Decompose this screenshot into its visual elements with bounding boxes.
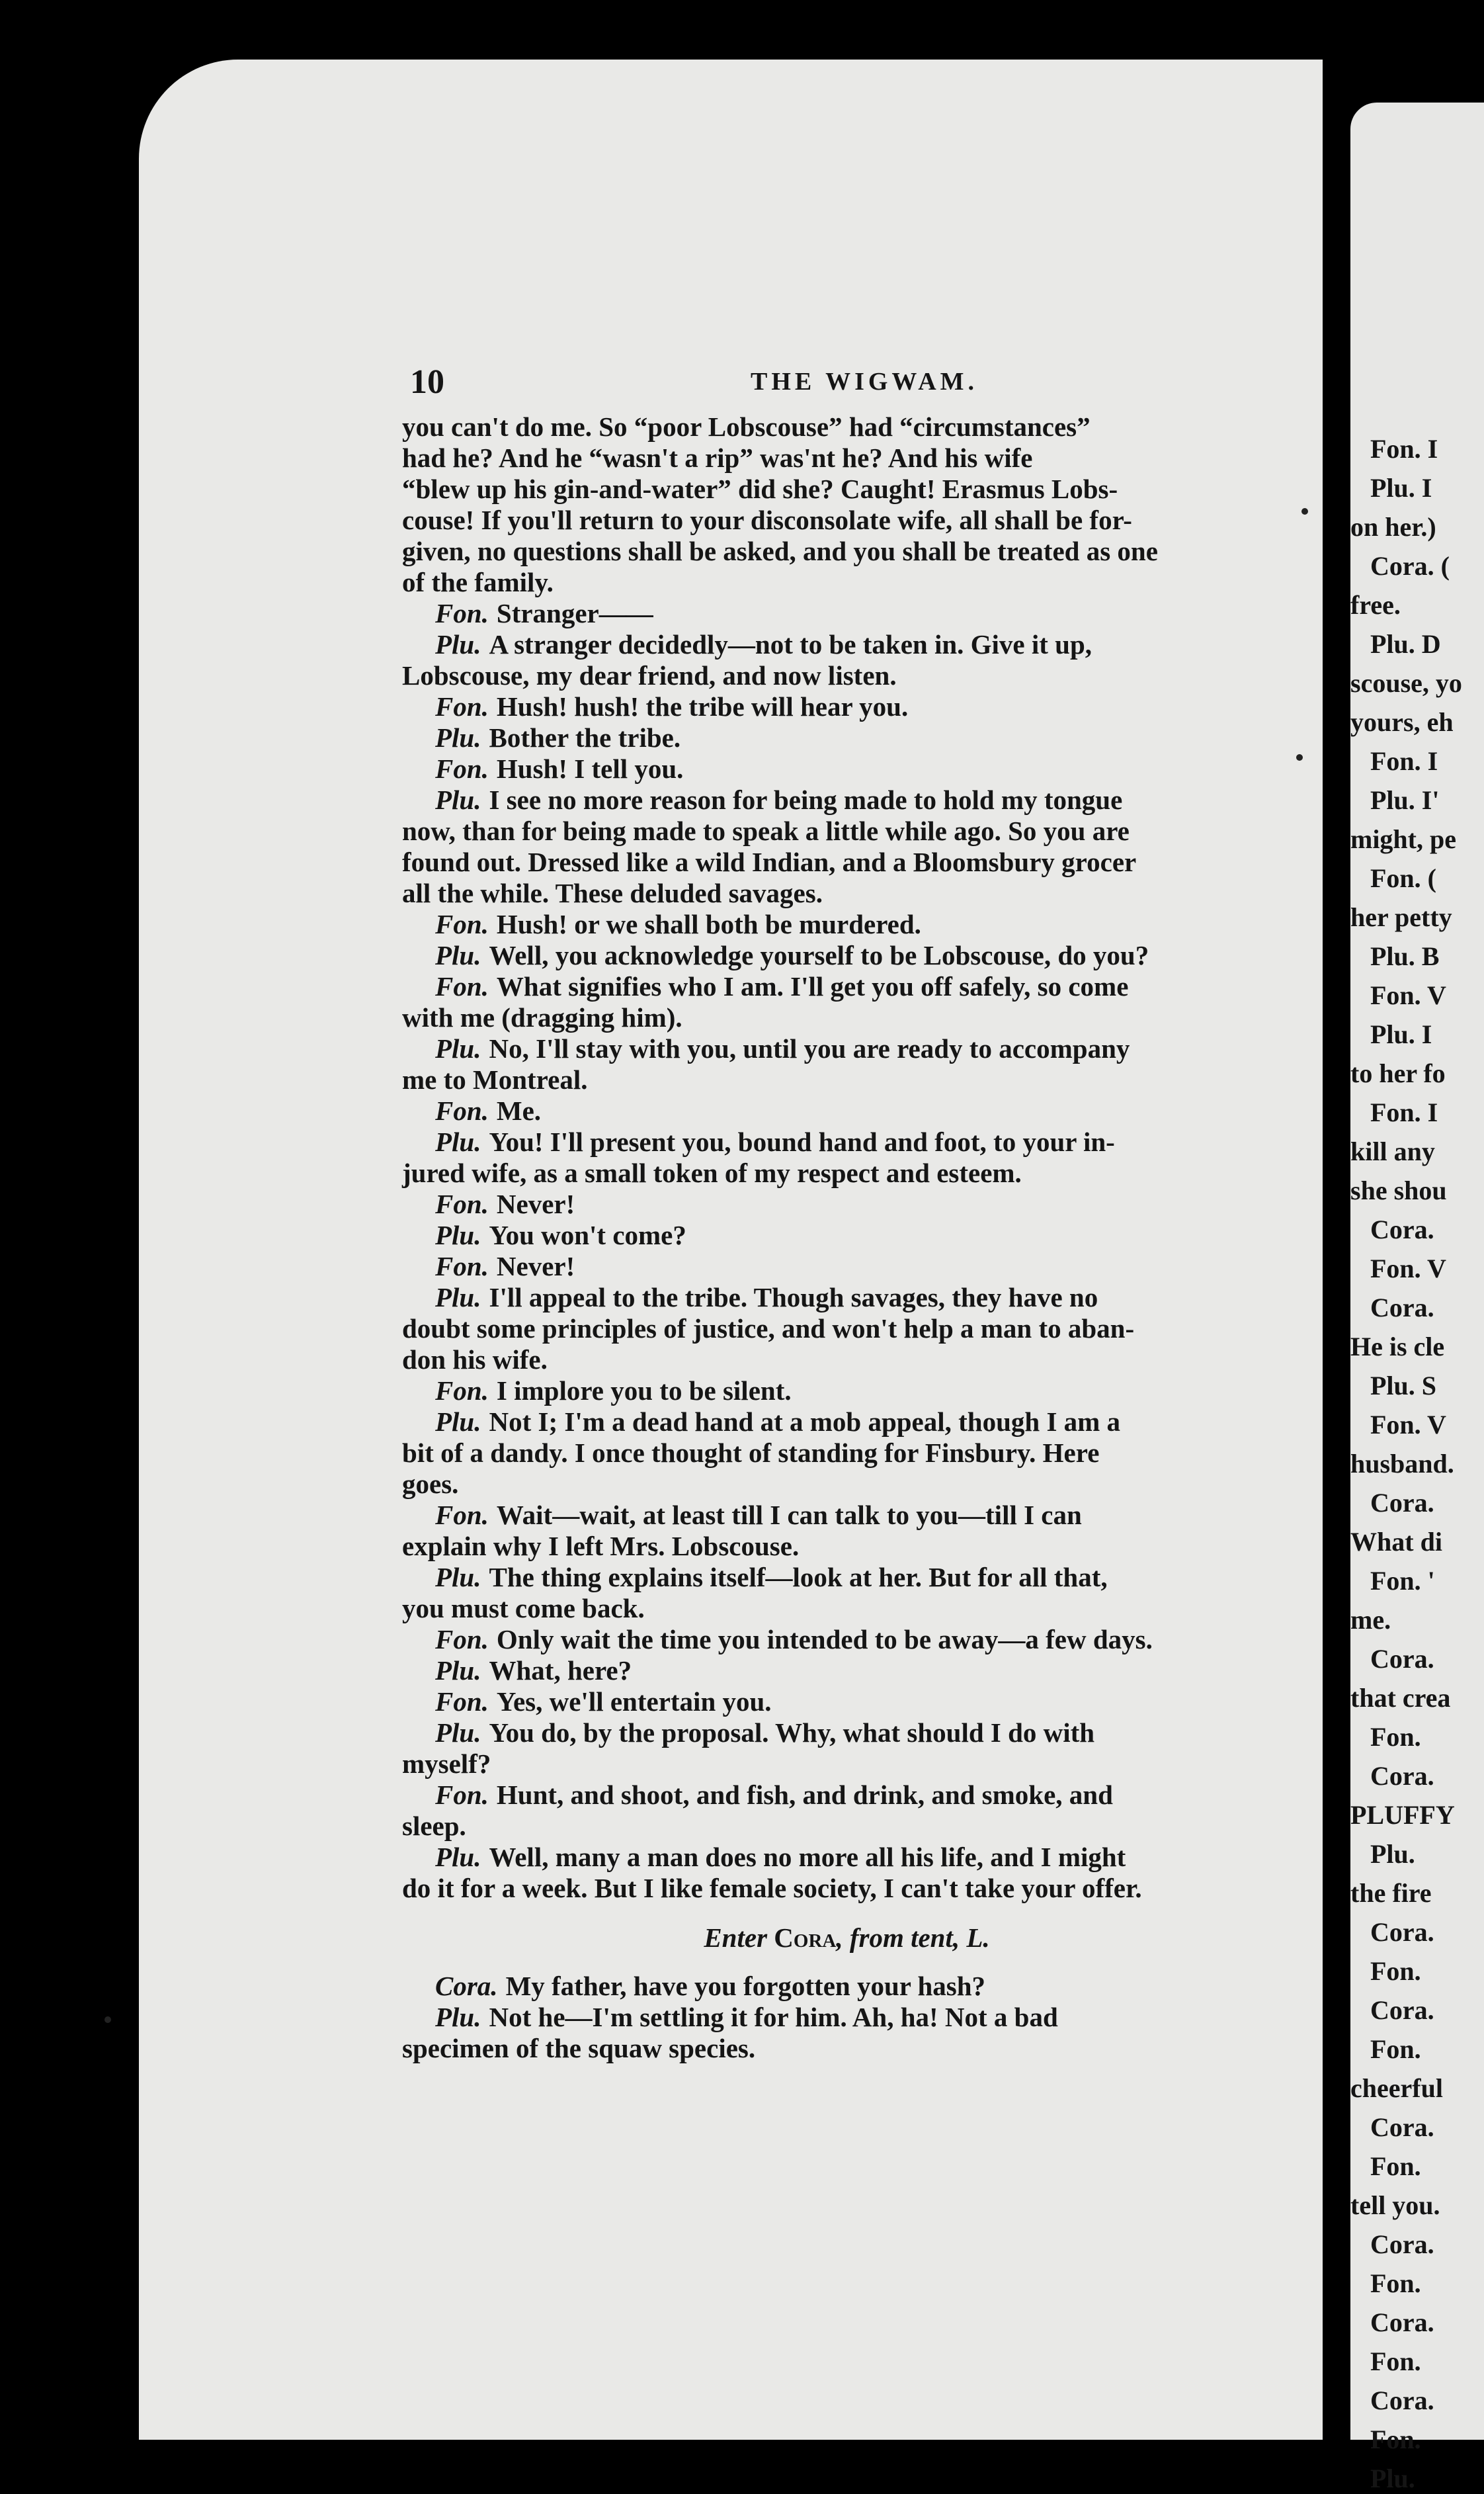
dialogue-line: [402, 598, 1292, 629]
page-number: 10: [410, 363, 444, 401]
speaker-name: Fon.: [435, 753, 489, 784]
speaker-name: Fon.: [435, 1686, 489, 1717]
speaker-name: Fon.: [435, 971, 489, 1002]
adjacent-page-line: yours, eh: [1350, 707, 1454, 737]
adjacent-page-fragment: [1350, 103, 1484, 2493]
adjacent-page-line: Fon. V: [1370, 1254, 1446, 1283]
speech-continuation: now, than for being made to speak a little while ago. So you are: [402, 816, 1130, 846]
adjacent-page-line: that crea: [1350, 1683, 1451, 1713]
speech-text: My father, have you forgotten your hash?: [505, 1971, 986, 2001]
dialogue-line: [402, 1127, 1292, 1158]
text-line: given, no questions shall be asked, and you shall be treated as one: [402, 536, 1158, 566]
speaker-name: Fon.: [435, 1780, 489, 1810]
speech-text: Never!: [496, 1251, 575, 1281]
adjacent-page-line: to her fo: [1350, 1058, 1446, 1088]
dialogue-line: [402, 1282, 1292, 1313]
print-speck: [1296, 754, 1303, 761]
adjacent-page-line: the fire: [1350, 1878, 1432, 1908]
adjacent-page-line: Cora.: [1370, 1761, 1434, 1791]
print-speck: [104, 2016, 111, 2023]
speaker-name: Plu.: [435, 629, 481, 660]
speech-text: I'll appeal to the tribe. Though savages, they have no: [489, 1282, 1098, 1312]
speech-continuation: sleep.: [402, 1811, 466, 1841]
speech-text: Well, you acknowledge yourself to be Lobscouse, do you?: [489, 940, 1149, 970]
speech-continuation: me to Montreal.: [402, 1064, 588, 1095]
speaker-name: Plu.: [435, 785, 481, 815]
adjacent-page-line: Fon.: [1370, 1722, 1421, 1752]
speech-text: Well, many a man does no more all his life, and I might: [489, 1842, 1126, 1872]
adjacent-page-line: her petty: [1350, 902, 1452, 932]
dialogue-line: [402, 971, 1292, 1002]
text-line: of the family.: [402, 567, 554, 597]
dialogue-line: [402, 691, 1292, 722]
dialogue-line: [402, 940, 1292, 971]
speaker-name: Plu.: [435, 1717, 481, 1748]
speaker-name: Cora.: [435, 1971, 498, 2001]
adjacent-page-line: Cora. (: [1370, 551, 1450, 581]
dialogue-line: [402, 629, 1292, 660]
adjacent-page-line: Cora.: [1370, 1917, 1434, 1947]
speech-continuation: don his wife.: [402, 1344, 548, 1375]
dialogue-line: [402, 1406, 1292, 1438]
adjacent-page-line: Fon. I: [1370, 746, 1438, 776]
speech-text: Never!: [496, 1189, 575, 1219]
stage-direction-detail: , from tent, L.: [836, 1922, 990, 1953]
speech-text: Only wait the time you intended to be away—a few days.: [496, 1624, 1153, 1655]
speech-continuation: doubt some principles of justice, and won't help a man to aban-: [402, 1313, 1135, 1344]
speech-text: Hush! hush! the tribe will hear you.: [496, 691, 909, 722]
adjacent-page-line: Plu.: [1370, 1839, 1415, 1869]
adjacent-page-line: Fon.: [1370, 1956, 1421, 1986]
adjacent-page-line: Fon. I: [1370, 1097, 1438, 1127]
adjacent-page-line: free.: [1350, 590, 1401, 620]
dialogue-line: [402, 2002, 1292, 2033]
adjacent-page-line: Cora.: [1370, 1488, 1434, 1518]
speech-text: Yes, we'll entertain you.: [496, 1686, 772, 1717]
dialogue-line: [402, 722, 1292, 753]
speech-continuation: Lobscouse, my dear friend, and now listen.: [402, 660, 897, 691]
dialogue-line: [402, 1220, 1292, 1251]
dialogue-line: [402, 909, 1292, 940]
speech-text: I see no more reason for being made to hold my tongue: [489, 785, 1123, 815]
adjacent-page-line: He is cle: [1350, 1332, 1445, 1361]
adjacent-page-line: Cora.: [1370, 2112, 1434, 2142]
adjacent-page-line: Plu. S: [1370, 1371, 1437, 1400]
adjacent-page-line: scouse, yo: [1350, 668, 1462, 698]
speaker-name: Plu.: [435, 940, 481, 970]
speech-continuation: with me (dragging him).: [402, 1002, 682, 1033]
speaker-name: Fon.: [435, 909, 489, 939]
stage-direction-enter: Enter: [704, 1922, 774, 1953]
adjacent-page-line: Cora.: [1370, 2386, 1434, 2415]
dialogue-line: [402, 1971, 1292, 2002]
adjacent-page-line: Fon. I: [1370, 434, 1438, 464]
adjacent-page-line: Fon.: [1370, 2268, 1421, 2298]
stage-direction: [402, 1922, 1292, 1954]
speaker-name: Fon.: [435, 1375, 489, 1406]
speech-text: You! I'll present you, bound hand and foot, to your in-: [489, 1127, 1115, 1157]
speech-text: Hunt, and shoot, and fish, and drink, and smoke, and: [496, 1780, 1113, 1810]
speech-text: Not I; I'm a dead hand at a mob appeal, though I am a: [489, 1406, 1121, 1437]
speech-text: Hush! I tell you.: [496, 753, 684, 784]
adjacent-page-line: Plu. I: [1370, 1019, 1432, 1049]
adjacent-page-line: Plu. I: [1370, 473, 1432, 503]
speech-text: Bother the tribe.: [489, 722, 681, 753]
speaker-name: Fon.: [435, 1096, 489, 1126]
dialogue-line: [402, 1842, 1292, 1873]
speech-continuation: do it for a week. But I like female society, I can't take your offer.: [402, 1873, 1142, 1903]
adjacent-page-line: What di: [1350, 1527, 1442, 1557]
speech-continuation: myself?: [402, 1748, 491, 1779]
speaker-name: Plu.: [435, 1033, 481, 1064]
dialogue-line: [402, 1686, 1292, 1717]
adjacent-page-line: Fon.: [1370, 2151, 1421, 2181]
text-line: you can't do me. So “poor Lobscouse” had “circumstances”: [402, 411, 1091, 442]
adjacent-page-line: Fon. V: [1370, 1410, 1446, 1440]
speech-text: Hush! or we shall both be murdered.: [496, 909, 921, 939]
dialogue-line: [402, 1251, 1292, 1282]
speaker-name: Plu.: [435, 1406, 481, 1437]
text-line: couse! If you'll return to your disconsolate wife, all shall be for-: [402, 505, 1132, 535]
speaker-name: Plu.: [435, 1842, 481, 1872]
speech-text: You won't come?: [489, 1220, 686, 1250]
adjacent-page-line: tell you.: [1350, 2190, 1440, 2220]
stage-direction-character: Cora: [774, 1922, 837, 1953]
adjacent-page-line: Fon. ': [1370, 1566, 1435, 1596]
adjacent-page-line: on her.): [1350, 512, 1436, 542]
dialogue-line: [402, 753, 1292, 785]
speaker-name: Plu.: [435, 1655, 481, 1686]
page-body-text: [402, 411, 1292, 2064]
adjacent-page-line: Fon.: [1370, 2425, 1421, 2454]
speech-text: A stranger decidedly—not to be taken in. Give it up,: [489, 629, 1092, 660]
speaker-name: Plu.: [435, 1127, 481, 1157]
adjacent-page-line: Fon. V: [1370, 980, 1446, 1010]
dialogue-line: [402, 785, 1292, 816]
speech-continuation: jured wife, as a small token of my respect and esteem.: [402, 1158, 1022, 1188]
dialogue-line: [402, 1033, 1292, 1064]
speech-continuation: goes.: [402, 1469, 459, 1499]
dialogue-line: [402, 1655, 1292, 1686]
adjacent-page-line: Plu. D: [1370, 629, 1441, 659]
speech-text: Stranger——: [496, 598, 653, 628]
speaker-name: Plu.: [435, 722, 481, 753]
adjacent-page-line: Cora.: [1370, 1995, 1434, 2025]
speech-text: You do, by the proposal. Why, what should I do with: [489, 1717, 1095, 1748]
adjacent-page-line: Cora.: [1370, 2307, 1434, 2337]
speech-text: I implore you to be silent.: [496, 1375, 792, 1406]
speech-continuation: specimen of the squaw species.: [402, 2033, 756, 2063]
adjacent-page-line: Cora.: [1370, 1644, 1434, 1674]
dialogue-line: [402, 1562, 1292, 1593]
adjacent-page-line: husband.: [1350, 1449, 1454, 1479]
speech-text: The thing explains itself—look at her. But for all that,: [489, 1562, 1108, 1592]
speaker-name: Fon.: [435, 1500, 489, 1530]
speech-text: What signifies who I am. I'll get you off safely, so come: [496, 971, 1129, 1002]
adjacent-page-line: kill any: [1350, 1137, 1435, 1166]
dialogue-line: [402, 1375, 1292, 1406]
adjacent-page-line: might, pe: [1350, 824, 1456, 854]
speaker-name: Fon.: [435, 691, 489, 722]
speaker-name: Plu.: [435, 2002, 481, 2032]
dialogue-line: [402, 1500, 1292, 1531]
text-line: “blew up his gin-and-water” did she? Caught! Erasmus Lobs-: [402, 474, 1118, 504]
adjacent-page-line: me.: [1350, 1605, 1391, 1635]
adjacent-page-line: cheerful: [1350, 2073, 1443, 2103]
adjacent-page-line: Plu. I': [1370, 785, 1440, 815]
dialogue-line: [402, 1096, 1292, 1127]
speaker-name: Fon.: [435, 598, 489, 628]
adjacent-page-line: PLUFFY: [1350, 1800, 1455, 1830]
adjacent-page-line: Fon. (: [1370, 863, 1436, 893]
print-speck: [1301, 508, 1308, 515]
dialogue-line: [402, 1189, 1292, 1220]
running-head: THE WIGWAM.: [751, 368, 979, 396]
speaker-name: Fon.: [435, 1624, 489, 1655]
adjacent-page-line: Cora.: [1370, 2229, 1434, 2259]
speaker-name: Fon.: [435, 1189, 489, 1219]
speaker-name: Plu.: [435, 1562, 481, 1592]
dialogue-line: [402, 1717, 1292, 1748]
adjacent-page-line: Plu.: [1370, 2464, 1415, 2493]
speech-text: No, I'll stay with you, until you are ready to accompany: [489, 1033, 1130, 1064]
speech-continuation: explain why I left Mrs. Lobscouse.: [402, 1531, 800, 1561]
adjacent-page-line: Plu. B: [1370, 941, 1440, 971]
dialogue-line: [402, 1624, 1292, 1655]
speech-text: What, here?: [489, 1655, 632, 1686]
adjacent-page-line: she shou: [1350, 1176, 1447, 1205]
adjacent-page-line: Fon.: [1370, 2346, 1421, 2376]
speech-continuation: you must come back.: [402, 1593, 645, 1623]
speech-text: Wait—wait, at least till I can talk to you—till I can: [496, 1500, 1082, 1530]
adjacent-page-line: Cora.: [1370, 1215, 1434, 1244]
adjacent-page-line: Fon.: [1370, 2034, 1421, 2064]
speech-continuation: bit of a dandy. I once thought of standing for Finsbury. Here: [402, 1438, 1100, 1468]
dialogue-line: [402, 1780, 1292, 1811]
speech-text: Me.: [496, 1096, 542, 1126]
speech-continuation: all the while. These deluded savages.: [402, 878, 823, 908]
speaker-name: Plu.: [435, 1220, 481, 1250]
speech-text: Not he—I'm settling it for him. Ah, ha! Not a bad: [489, 2002, 1058, 2032]
text-line: had he? And he “wasn't a rip” was'nt he? And his wife: [402, 443, 1033, 473]
speech-continuation: found out. Dressed like a wild Indian, and a Bloomsbury grocer: [402, 847, 1137, 877]
speaker-name: Plu.: [435, 1282, 481, 1312]
adjacent-page-line: Cora.: [1370, 1293, 1434, 1322]
speaker-name: Fon.: [435, 1251, 489, 1281]
